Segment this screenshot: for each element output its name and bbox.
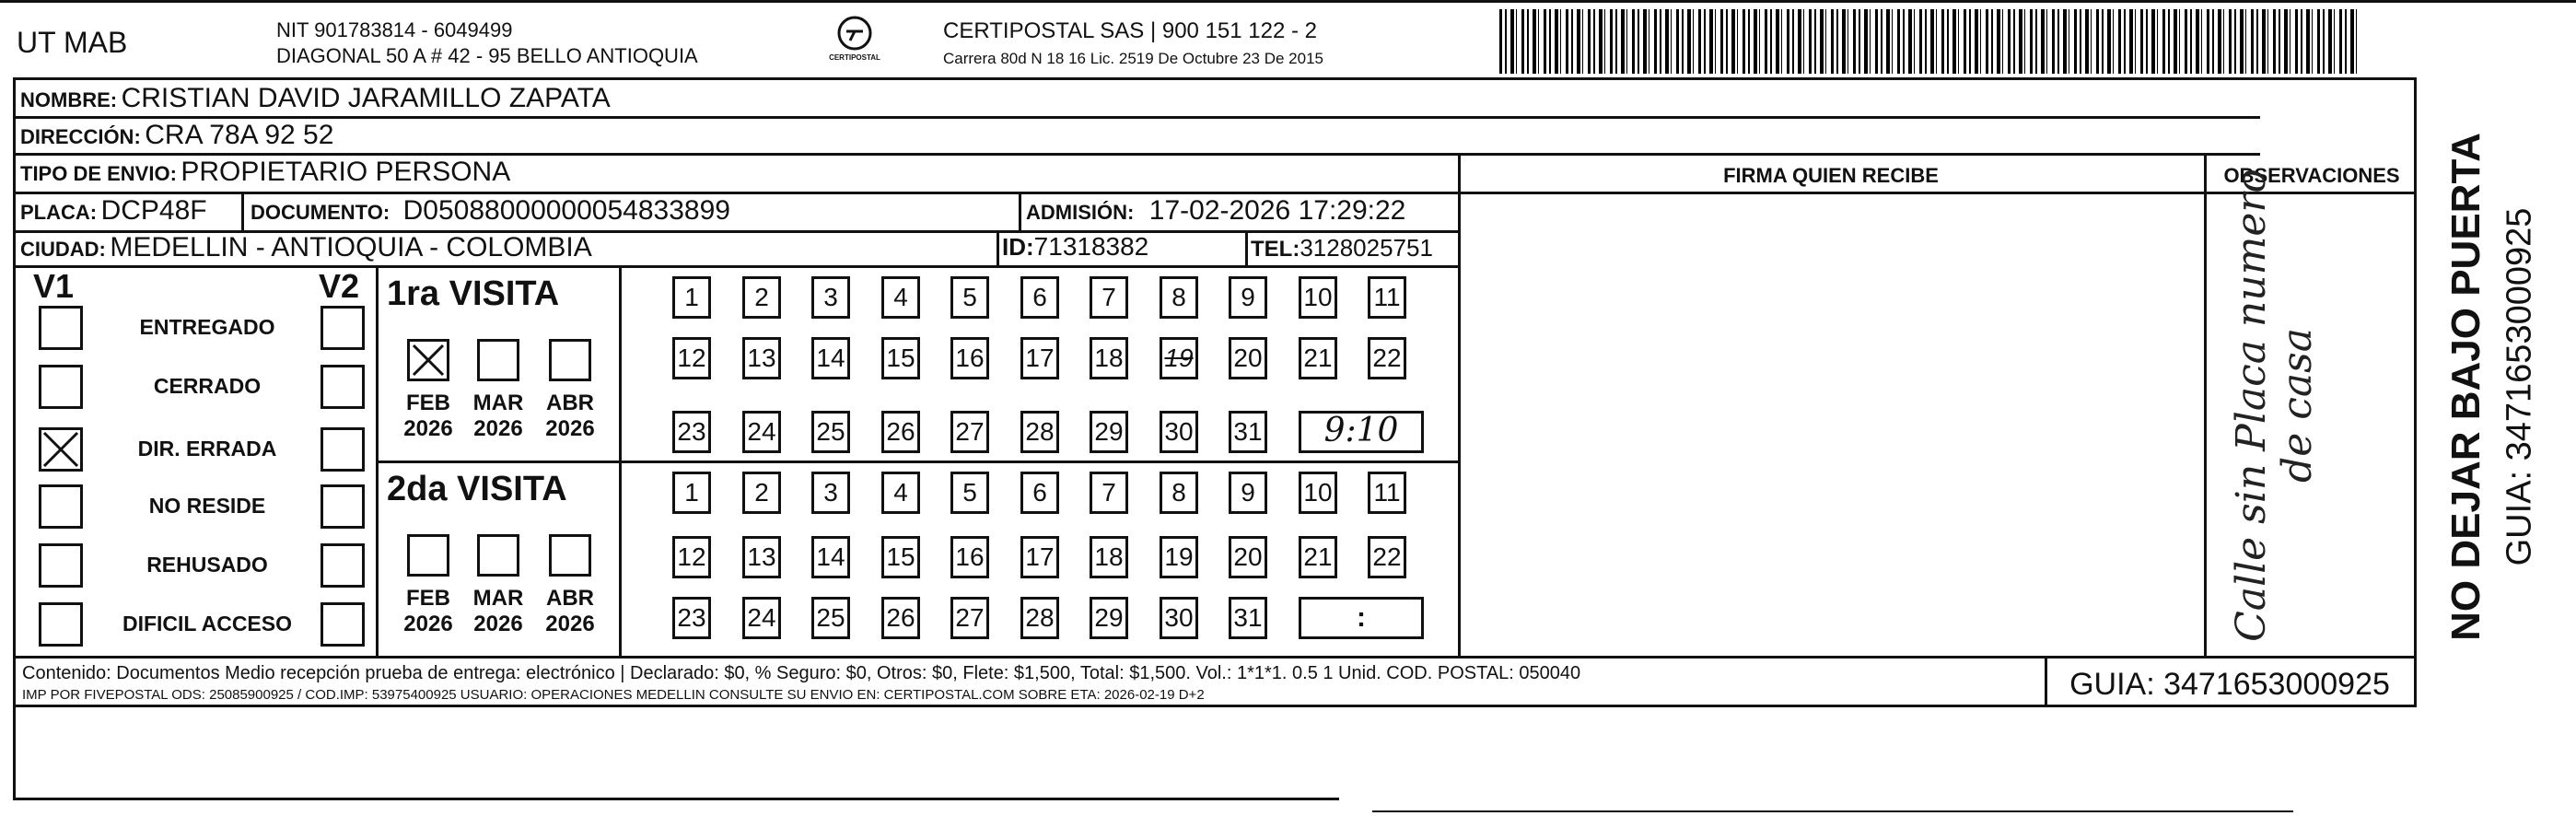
day-box[interactable]: 7: [1090, 276, 1128, 319]
day-box[interactable]: 23: [672, 597, 711, 639]
day-box[interactable]: 19: [1160, 337, 1198, 379]
status-label: ENTREGADO: [139, 315, 275, 339]
day-box[interactable]: 3: [811, 472, 850, 514]
month-checkbox[interactable]: [407, 534, 449, 577]
month-checkbox[interactable]: [477, 534, 519, 577]
stub-line-right: [1372, 810, 2293, 812]
visit-split-line: [376, 460, 1459, 463]
day-box[interactable]: 18: [1090, 536, 1128, 578]
day-box[interactable]: 9: [1229, 472, 1267, 514]
tel-cell: [1251, 234, 1433, 262]
v2-checkbox[interactable]: [321, 306, 365, 350]
month-name: MAR: [472, 391, 524, 415]
day-box[interactable]: 17: [1020, 337, 1059, 379]
ciudad-label: CIUDAD:: [20, 238, 106, 261]
status-label: REHUSADO: [146, 553, 268, 577]
month-checkbox[interactable]: [477, 339, 519, 381]
month-checkbox[interactable]: [549, 534, 591, 577]
day-box[interactable]: 5: [950, 472, 989, 514]
second-visit-time[interactable]: :: [1299, 597, 1424, 639]
ciudad-divider: [997, 230, 999, 265]
row-line-5: [13, 265, 1459, 268]
day-box[interactable]: 2: [742, 472, 781, 514]
nombre-row: [20, 83, 611, 114]
day-box[interactable]: 1: [672, 276, 711, 319]
handwritten-observation: Calle sin Placa numero de casa: [2228, 169, 2321, 642]
day-box[interactable]: 27: [950, 597, 989, 639]
footer-guia: GUIA: 3471653000925: [2069, 667, 2390, 702]
month-year: 2026: [545, 416, 595, 441]
month-checkbox[interactable]: [407, 339, 449, 381]
id-divider: [1245, 230, 1248, 265]
logo-text: CERTIPOSTAL: [829, 53, 880, 62]
documento-value: D05088000000054833899: [402, 195, 730, 226]
side-guia: GUIA: 3471653000925: [2500, 207, 2539, 566]
day-box[interactable]: 19: [1160, 536, 1198, 578]
direccion-value: CRA 78A 92 52: [145, 120, 334, 150]
day-box[interactable]: 24: [742, 597, 781, 639]
month-checkbox[interactable]: [549, 339, 591, 381]
day-box[interactable]: 8: [1160, 276, 1198, 319]
status-label: NO RESIDE: [148, 494, 266, 518]
second-visit-label: 2da VISITA: [387, 470, 567, 508]
v1-checkbox[interactable]: [39, 543, 83, 588]
day-box[interactable]: 31: [1229, 411, 1267, 453]
day-box[interactable]: 15: [881, 337, 920, 379]
form-top-line: [13, 77, 2417, 80]
placa-divider: [241, 192, 244, 230]
day-box[interactable]: 13: [742, 536, 781, 578]
form-left-border: [13, 77, 16, 707]
tel-value: 3128025751: [1300, 234, 1433, 262]
day-box[interactable]: 29: [1090, 597, 1128, 639]
day-box[interactable]: 6: [1020, 472, 1059, 514]
top-border: [0, 0, 2576, 3]
id-value: 71318382: [1033, 232, 1149, 261]
day-box[interactable]: 30: [1160, 411, 1198, 453]
day-box[interactable]: 12: [672, 536, 711, 578]
direccion-label: DIRECCIÓN:: [20, 125, 141, 148]
day-box[interactable]: 28: [1020, 597, 1059, 639]
checked-x-icon: [410, 342, 447, 379]
month-name: FEB: [406, 391, 450, 415]
day-box[interactable]: 18: [1090, 337, 1128, 379]
day-box[interactable]: 5: [950, 276, 989, 319]
placa-value: DCP48F: [100, 195, 207, 226]
v2-checkbox[interactable]: [321, 427, 365, 472]
month-name: ABR: [546, 586, 594, 611]
form-bottom-line: [13, 705, 2417, 707]
footer-top-line: [13, 656, 2417, 659]
day-box[interactable]: 7: [1090, 472, 1128, 514]
v1-checkbox[interactable]: [39, 602, 83, 647]
documento-label: DOCUMENTO:: [251, 201, 390, 224]
admision-label: ADMISIÓN:: [1026, 201, 1135, 224]
day-box[interactable]: 16: [950, 536, 989, 578]
day-box[interactable]: 26: [881, 597, 920, 639]
tel-label: TEL:: [1251, 237, 1300, 262]
month-name: MAR: [472, 586, 524, 611]
observaciones-label: OBSERVACIONES: [2223, 164, 2400, 187]
day-box[interactable]: 23: [672, 411, 711, 453]
row-line-1: [13, 116, 2260, 119]
id-cell: [1002, 232, 1148, 262]
day-box[interactable]: 29: [1090, 411, 1128, 453]
status-label: CERRADO: [153, 374, 262, 398]
day-box[interactable]: 4: [881, 472, 920, 514]
company-nit: NIT 901783814 - 6049499: [276, 18, 513, 41]
month-year: 2026: [473, 612, 523, 636]
month-year: 2026: [545, 612, 595, 636]
day-box[interactable]: 12: [672, 337, 711, 379]
day-box[interactable]: 20: [1229, 337, 1267, 379]
day-box[interactable]: 20: [1229, 536, 1267, 578]
admision-cell: [1026, 195, 1405, 227]
v1-checkbox[interactable]: [39, 484, 83, 529]
month-year: 2026: [473, 416, 523, 441]
company-name: UT MAB: [17, 26, 128, 59]
day-box[interactable]: 16: [950, 337, 989, 379]
barcode: [1499, 9, 2358, 74]
tipo-envio-row: [20, 157, 510, 188]
day-box[interactable]: 17: [1020, 536, 1059, 578]
documento-cell: [251, 195, 730, 227]
signature-left-border: [1458, 153, 1461, 659]
license-info: Carrera 80d N 18 16 Lic. 2519 De Octubre 23 De 2015: [943, 50, 1323, 67]
row-line-2: [13, 153, 2260, 156]
day-box[interactable]: 10: [1299, 276, 1337, 319]
v1-checkbox[interactable]: [39, 365, 83, 409]
day-box[interactable]: 3: [811, 276, 850, 319]
month-name: FEB: [406, 586, 450, 611]
stub-left: [13, 707, 16, 799]
day-box[interactable]: 9: [1229, 276, 1267, 319]
v2-checkbox[interactable]: [321, 602, 365, 647]
day-box[interactable]: 4: [881, 276, 920, 319]
admision-value: 17-02-2026 17:29:22: [1148, 195, 1406, 226]
certipostal-logo: [822, 11, 887, 70]
day-box[interactable]: 22: [1368, 337, 1406, 379]
v2-checkbox[interactable]: [321, 543, 365, 588]
day-box[interactable]: 15: [881, 536, 920, 578]
day-box[interactable]: 8: [1160, 472, 1198, 514]
contenido-text: Contenido: Documentos Medio recepción prueba de entrega: electrónico | Declarado: $0, % Seguro: $0, Otros: $0, Flete: $1,500, Total: $1,500. Vol.: 1*1*1. 0.5 1 Unid. COD. POSTAL: 050040: [22, 663, 1581, 683]
direccion-row: [20, 120, 333, 151]
placa-cell: [20, 195, 207, 227]
first-visit-time[interactable]: 9:10: [1299, 411, 1424, 453]
status-label: DIFICIL ACCESO: [122, 612, 292, 635]
day-box[interactable]: 6: [1020, 276, 1059, 319]
day-box[interactable]: 21: [1299, 536, 1337, 578]
day-box[interactable]: 1: [672, 472, 711, 514]
stub-bottom: [13, 798, 1339, 800]
day-box[interactable]: 14: [811, 536, 850, 578]
day-box[interactable]: 21: [1299, 337, 1337, 379]
day-box[interactable]: 22: [1368, 536, 1406, 578]
status-label: DIR. ERRADA: [137, 437, 277, 460]
v1-label: V1: [33, 267, 75, 305]
day-box[interactable]: 28: [1020, 411, 1059, 453]
day-box[interactable]: 31: [1229, 597, 1267, 639]
day-box[interactable]: 25: [811, 411, 850, 453]
day-box[interactable]: 11: [1368, 472, 1406, 514]
first-visit-label: 1ra VISITA: [387, 274, 560, 313]
day-box[interactable]: 27: [950, 411, 989, 453]
day-box[interactable]: 25: [811, 597, 850, 639]
documento-divider: [1019, 192, 1021, 230]
imp-text: IMP POR FIVEPOSTAL ODS: 25085900925 / COD.IMP: 53975400925 USUARIO: OPERACIONES MEDELLIN CONSULTE SU ENVIO EN: CERTIPOSTAL.COM SOBRE ETA: 2026-02-19 D+2: [22, 687, 1205, 703]
month-name: ABR: [546, 391, 594, 415]
day-box[interactable]: 10: [1299, 472, 1337, 514]
tipo-envio-value: PROPIETARIO PERSONA: [181, 157, 511, 187]
checked-x-icon: [41, 430, 80, 469]
day-box[interactable]: 13: [742, 337, 781, 379]
day-box[interactable]: 11: [1368, 276, 1406, 319]
v1-checkbox[interactable]: [39, 306, 83, 350]
v2-label: V2: [319, 267, 360, 305]
tipo-envio-label: TIPO DE ENVIO:: [20, 162, 177, 185]
month-year: 2026: [403, 416, 453, 441]
day-box[interactable]: 26: [881, 411, 920, 453]
v2-checkbox[interactable]: [321, 484, 365, 529]
v2-checkbox[interactable]: [321, 365, 365, 409]
day-box[interactable]: 24: [742, 411, 781, 453]
v1-checkbox[interactable]: [39, 427, 83, 472]
month-year: 2026: [403, 612, 453, 636]
ciudad-cell: [20, 232, 592, 263]
certipostal-info: CERTIPOSTAL SAS | 900 151 122 - 2: [943, 18, 1317, 43]
no-dejar-warning: NO DEJAR BAJO PUERTA: [2443, 133, 2489, 641]
day-box[interactable]: 14: [811, 337, 850, 379]
company-address: DIAGONAL 50 A # 42 - 95 BELLO ANTIOQUIA: [276, 44, 698, 67]
nombre-label: NOMBRE:: [20, 88, 118, 111]
day-box[interactable]: 2: [742, 276, 781, 319]
placa-label: PLACA:: [20, 201, 98, 224]
id-label: ID:: [1002, 233, 1034, 261]
firma-label: FIRMA QUIEN RECIBE: [1723, 164, 1939, 187]
day-box[interactable]: 30: [1160, 597, 1198, 639]
ciudad-value: MEDELLIN - ANTIOQUIA - COLOMBIA: [110, 232, 592, 262]
row-line-3: [13, 192, 2417, 194]
nombre-value: CRISTIAN DAVID JARAMILLO ZAPATA: [121, 83, 611, 113]
signature-right-border: [2204, 153, 2207, 659]
